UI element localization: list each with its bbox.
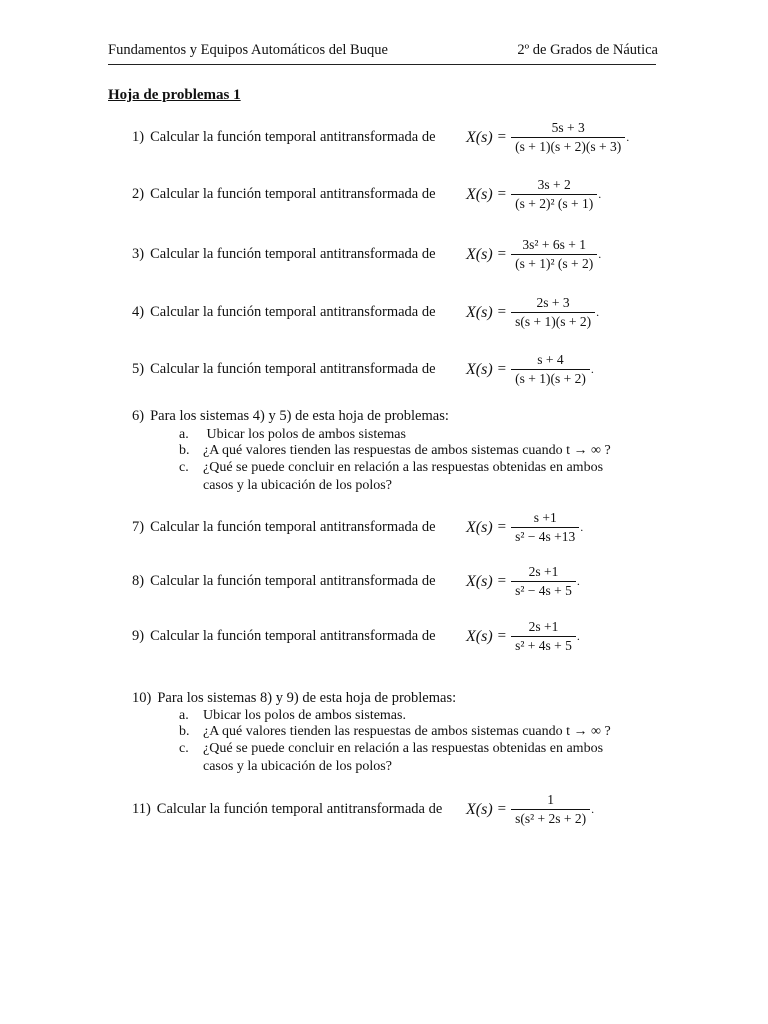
denominator: (s + 1)² (s + 2) (511, 254, 597, 272)
problem-7-expression (466, 510, 583, 545)
question-10-item-c (179, 741, 603, 757)
lhs: X(s) (466, 360, 493, 378)
problem-8-expression (466, 564, 580, 599)
period: . (598, 187, 602, 201)
numerator: 2s + 3 (536, 295, 570, 310)
question-statement: Para los sistemas 4) y 5) de esta hoja de problemas: (150, 408, 449, 424)
period: . (580, 520, 584, 534)
question-6-item-c-continued: casos y la ubicación de los polos? (203, 478, 392, 493)
problem-11 (132, 801, 442, 818)
item-text: Ubicar los polos de ambos sistemas. (203, 708, 406, 723)
fraction (511, 177, 597, 212)
problem-5 (132, 361, 436, 378)
equals-sign: = (497, 573, 507, 589)
problem-4-expression (466, 295, 599, 330)
period: . (598, 247, 602, 261)
problem-number: 1) (132, 129, 145, 145)
equals-sign: = (497, 519, 507, 535)
item-letter: c. (179, 460, 189, 475)
question-6-item-b (179, 443, 611, 459)
problem-number: 7) (132, 519, 145, 535)
lhs: X(s) (466, 800, 493, 818)
fraction (511, 237, 597, 272)
question-10 (132, 690, 456, 707)
item-text: ¿A qué valores tienden las respuestas de ambos sistemas cuando t → ∞ ? (203, 724, 611, 739)
denominator: s² − 4s + 5 (511, 581, 576, 599)
numerator: 3s + 2 (537, 177, 571, 192)
period: . (576, 629, 580, 643)
problem-7 (132, 519, 436, 536)
problem-statement: Calcular la función temporal antitransformada de (156, 801, 443, 817)
fraction (511, 510, 579, 545)
header-course-title: Fundamentos y Equipos Automáticos del Buque (108, 42, 388, 58)
fraction (511, 564, 576, 599)
problem-statement: Calcular la función temporal antitransformada de (150, 519, 436, 535)
problem-number: 8) (132, 573, 145, 589)
question-10-item-a (179, 708, 406, 724)
equals-sign: = (497, 246, 507, 262)
problem-statement: Calcular la función temporal antitransformada de (150, 246, 436, 262)
period: . (576, 574, 580, 588)
question-6-item-a (179, 427, 406, 443)
problem-1-expression (466, 120, 629, 155)
problem-number: 10) (132, 690, 152, 706)
problem-1 (132, 129, 436, 146)
equals-sign: = (497, 628, 507, 644)
fraction (511, 295, 595, 330)
lhs: X(s) (466, 572, 493, 590)
numerator: 2s +1 (528, 619, 559, 634)
problem-number: 4) (132, 304, 145, 320)
equals-sign: = (497, 801, 507, 817)
question-10-item-b (179, 724, 611, 740)
period: . (596, 305, 600, 319)
problem-11-expression (466, 792, 594, 827)
problem-statement: Calcular la función temporal antitransformada de (150, 186, 436, 202)
question-10-item-c-continued: casos y la ubicación de los polos? (203, 759, 392, 774)
fraction (511, 792, 590, 827)
lhs: X(s) (466, 627, 493, 645)
item-letter: c. (179, 741, 189, 756)
fraction (511, 352, 590, 387)
header-rule (108, 64, 656, 65)
problem-number: 6) (132, 408, 145, 424)
period: . (626, 130, 630, 144)
problem-5-expression (466, 352, 594, 387)
item-text: Ubicar los polos de ambos sistemas (203, 427, 406, 442)
problem-9-expression (466, 619, 580, 654)
item-letter: a. (179, 708, 189, 723)
numerator: 1 (547, 792, 555, 807)
denominator: (s + 1)(s + 2) (511, 369, 590, 387)
lhs: X(s) (466, 128, 493, 146)
problem-statement: Calcular la función temporal antitransformada de (150, 573, 436, 589)
problem-statement: Calcular la función temporal antitransformada de (150, 304, 436, 320)
problem-2 (132, 186, 436, 203)
problem-statement: Calcular la función temporal antitransformada de (150, 129, 436, 145)
problem-number: 2) (132, 186, 145, 202)
numerator: 3s² + 6s + 1 (522, 237, 586, 252)
fraction (511, 120, 625, 155)
problem-number: 3) (132, 246, 145, 262)
problem-statement: Calcular la función temporal antitransformada de (150, 361, 436, 377)
period: . (590, 362, 594, 376)
period: . (591, 802, 595, 816)
lhs: X(s) (466, 185, 493, 203)
denominator: s² + 4s + 5 (511, 636, 576, 654)
lhs: X(s) (466, 303, 493, 321)
denominator: s² − 4s +13 (511, 527, 579, 545)
item-letter: b. (179, 724, 190, 739)
sheet-title: Hoja de problemas 1 (108, 87, 241, 103)
equals-sign: = (497, 361, 507, 377)
problem-number: 9) (132, 628, 145, 644)
lhs: X(s) (466, 518, 493, 536)
question-6 (132, 408, 449, 425)
denominator: (s + 1)(s + 2)(s + 3) (511, 137, 625, 155)
denominator: s(s + 1)(s + 2) (511, 312, 595, 330)
denominator: (s + 2)² (s + 1) (511, 194, 597, 212)
question-statement: Para los sistemas 8) y 9) de esta hoja de problemas: (157, 690, 457, 706)
item-text: ¿A qué valores tienden las respuestas de ambos sistemas cuando t → ∞ ? (203, 443, 611, 458)
numerator: 5s + 3 (551, 120, 585, 135)
problem-number: 11) (132, 801, 151, 817)
problem-8 (132, 573, 436, 590)
lhs: X(s) (466, 245, 493, 263)
equals-sign: = (497, 186, 507, 202)
problem-9 (132, 628, 436, 645)
numerator: s +1 (533, 510, 557, 525)
problem-4 (132, 304, 436, 321)
numerator: 2s +1 (528, 564, 559, 579)
equals-sign: = (497, 129, 507, 145)
question-6-item-c (179, 460, 603, 476)
item-text: ¿Qué se puede concluir en relación a las respuestas obtenidas en ambos (203, 460, 604, 475)
header-degree: 2º de Grados de Náutica (517, 42, 658, 58)
problem-2-expression (466, 177, 601, 212)
fraction (511, 619, 576, 654)
problem-3 (132, 246, 436, 263)
numerator: s + 4 (537, 352, 564, 367)
equals-sign: = (497, 304, 507, 320)
item-letter: a. (179, 427, 189, 442)
item-text: ¿Qué se puede concluir en relación a las respuestas obtenidas en ambos (203, 741, 604, 756)
denominator: s(s² + 2s + 2) (511, 809, 590, 827)
problem-3-expression (466, 237, 601, 272)
item-letter: b. (179, 443, 190, 458)
problem-number: 5) (132, 361, 145, 377)
problem-statement: Calcular la función temporal antitransformada de (150, 628, 436, 644)
